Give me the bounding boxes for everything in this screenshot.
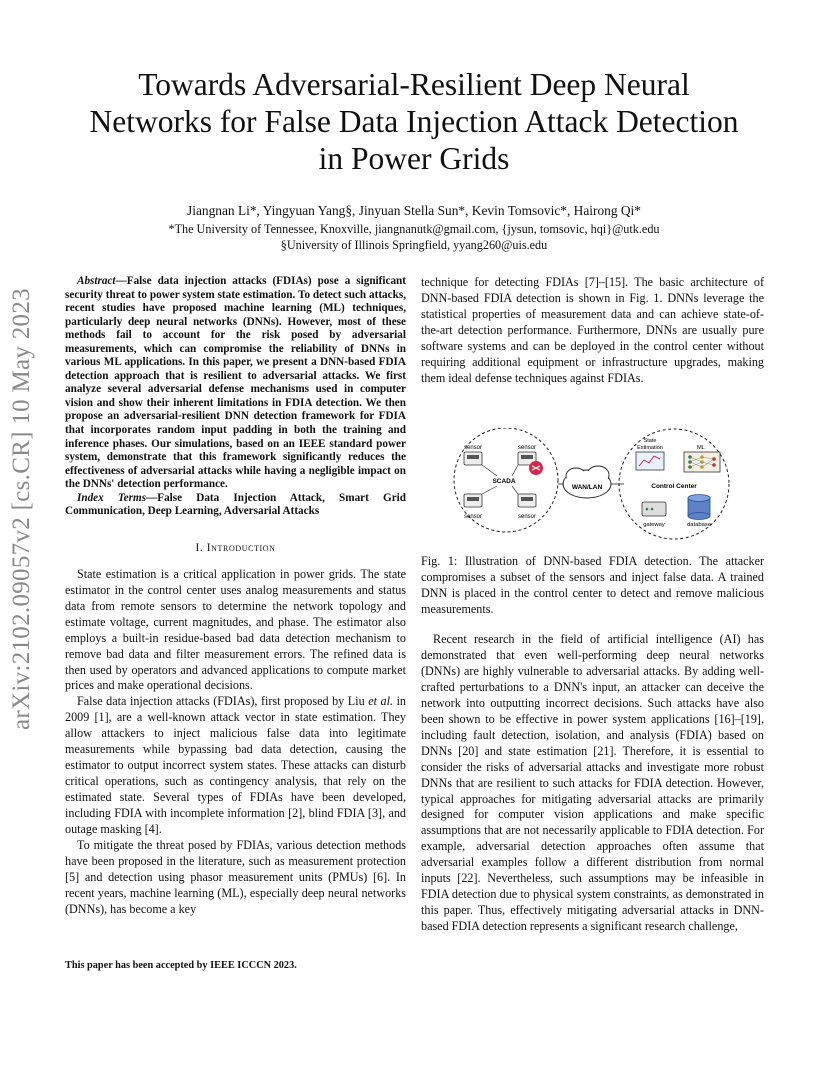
abstract-text: —False data injection attacks (FDIAs) pose a significant security threat to power system state estimation. To detect such attacks, recent studies have proposed machine learning (ML) techniques, particularly deep neural networks (DNNs). However, most of these methods fail to account for the risk posed by adversarial measurements, which can compromise the reliability of DNNs in various ML applications. In this paper, we present a DNN-based FDIA detection approach that is resilient to adversarial attacks. We first analyze several adversarial defense mechanisms used in computer vision and show their inherent limitations in FDIA detection. We then propose an adversarial-resilient DNN detection framework for FDIA that incorporates random input padding in both the training and inference phases. Our simulations, based on an IEEE standard power system, demonstrate that this framework significantly reduces the effectiveness of adversarial attacks while having a negligible impact on the DNNs' detection performance.: [65, 275, 406, 491]
intro-p2-rest: in 2009 [1], are a well-known attack vector in state estimation. They allow attackers to inject malicious false data into legitimate measurements while bypassing bad data detection, causing the estimator to output incorrect system states. These attacks can disturb critical operations, such as contingency analysis, that rely on the estimated state. Several types of FDIAs have been developed, including FDIA with incomplete information [2], blind FDIA [3], and outage masking [4].: [65, 694, 407, 837]
intro-p2-start: False data injection attacks (FDIAs), first proposed by Liu: [77, 694, 369, 709]
figure-1-caption: Fig. 1: Illustration of DNN-based FDIA detection. The attacker compromises a subset of the sensors and inject false data. A trained DNN is placed in the control center to detect and remove malicious measurements.: [421, 554, 764, 616]
section-heading-introduction: I. Introduction: [195, 541, 276, 554]
paper-title: [60, 66, 768, 177]
database-label: database: [687, 522, 711, 528]
author-list: Jiangnan Li*, Yingyuan Yang§, Jinyuan Stella Sun*, Kevin Tomsovic*, Hairong Qi*: [187, 203, 641, 218]
right-paragraph-2: Recent research in the field of artificial intelligence (AI) has demonstrated that even well-performing deep neural networks (DNNs) are highly vulnerable to adversarial attacks. By adding well-crafted perturbations to a DNN's input, an attacker can deceive the network into outputting incorrect decisions. Such attacks have also been shown to be effective in power system applications [16]–[19], including fault detection, isolation, and analysis (FDIA) based on DNNs [20] and state estimation [21]. Therefore, it is essential to consider the risks of adversarial attacks and investigate more robust DNNs that are resilient to such attacks for FDIA detection. However, typical approaches for mitigating adversarial attacks are primarily designed for computer vision applications and make specific assumptions that are not necessarily applicable to FDIA detection. For example, adversarial detection approaches often assume that adversarial examples follow a different distribution from normal inputs [22]. Nevertheless, such assumptions may be infeasible in FDIA detection due to physical system constraints, as demonstrated in this paper. Thus, effectively mitigating adversarial attacks in DNN-based FDIA detection represents a significant research challenge,: [421, 632, 764, 934]
state-estimation-label-1: State: [643, 438, 657, 444]
figure-1-diagram: [452, 428, 732, 540]
sensor-label-2: sensor: [517, 445, 537, 451]
neural-network-icon: [684, 452, 720, 472]
title-line-3: in Power Grids: [318, 141, 510, 176]
sensor-icon-bottom-left: [464, 494, 482, 507]
sensor-label-3: sensor: [463, 514, 483, 520]
right-column-top: [421, 275, 764, 387]
state-estimation-monitor-icon: [636, 452, 664, 470]
sensor-icon-bottom-right: [518, 494, 536, 507]
abstract-lead: Abstract: [77, 275, 116, 287]
title-line-1: Towards Adversarial-Resilient Deep Neural: [138, 67, 690, 102]
intro-paragraph-3: To mitigate the threat posed by FDIAs, various detection methods have been proposed in the literature, such as measurement protection [5] and detection using phasor measurement units (PMUs) [6]. In recent years, machine learning (ML), especially deep neural networks (DNNs), has become a key: [65, 838, 406, 916]
sensor-label-4: sensor: [517, 514, 537, 520]
ml-label: ML: [697, 445, 705, 451]
affiliation-utk: *The University of Tennessee, Knoxville, jiangnanutk@gmail.com, {jysun, tomsovic, hqi}@utk.edu: [168, 222, 660, 236]
sensor-label-1: sensor: [463, 445, 483, 451]
state-estimation-label-2: Estimation: [637, 445, 663, 451]
gateway-icon: [642, 502, 666, 516]
right-column-bottom: [421, 632, 764, 935]
right-paragraph-1: technique for detecting FDIAs [7]–[15]. The basic architecture of DNN-based FDIA detection is shown in Fig. 1. DNNs leverage the statistical properties of measurement data and can achieve state-of-the-art detection performance. Furthermore, DNNs are usually pure software systems and can be deployed in the control center without requiring additional equipment or infrastructure upgrades, making them ideal defense techniques against FDIAs.: [421, 275, 764, 385]
index-terms: [65, 492, 406, 519]
footnote: This paper has been accepted by IEEE ICCCN 2023.: [65, 960, 297, 971]
gateway-label: gateway: [643, 522, 665, 528]
scada-label: SCADA: [492, 478, 516, 485]
wan-lan-label: WAN/LAN: [571, 484, 603, 491]
database-icon: [688, 495, 710, 520]
control-center-label: Control Center: [651, 483, 697, 490]
index-terms-lead: Index Terms: [77, 491, 147, 504]
left-column: [65, 275, 406, 918]
intro-paragraph-1: State estimation is a critical application in power grids. The state estimator in the control center uses analog measurements and status data from remote sensors to determine the network topology and estimate voltage, current magnitudes, and phase. The estimator also employs a built-in residue-based bad data detection mechanism to remove bad data and filter measurement errors. The refined data is then used by operators and advanced applications to compute market prices and make operational decisions.: [65, 566, 406, 693]
sensor-icon-top-left: [464, 452, 482, 465]
intro-p2-etal: et al.: [368, 694, 394, 709]
arxiv-stamp: arXiv:2102.09057v2 [cs.CR] 10 May 2023: [8, 288, 35, 730]
intro-paragraph-2: [65, 694, 406, 838]
abstract: [65, 275, 406, 492]
affiliation-uis: §University of Illinois Springfield, yyang260@uis.edu: [280, 238, 548, 252]
index-terms-text: —False Data Injection Attack, Smart Grid Communication, Deep Learning, Adversarial Attacks: [65, 491, 406, 518]
title-line-2: Networks for False Data Injection Attack Detection: [89, 104, 739, 139]
wan-cloud-icon: [563, 466, 611, 498]
